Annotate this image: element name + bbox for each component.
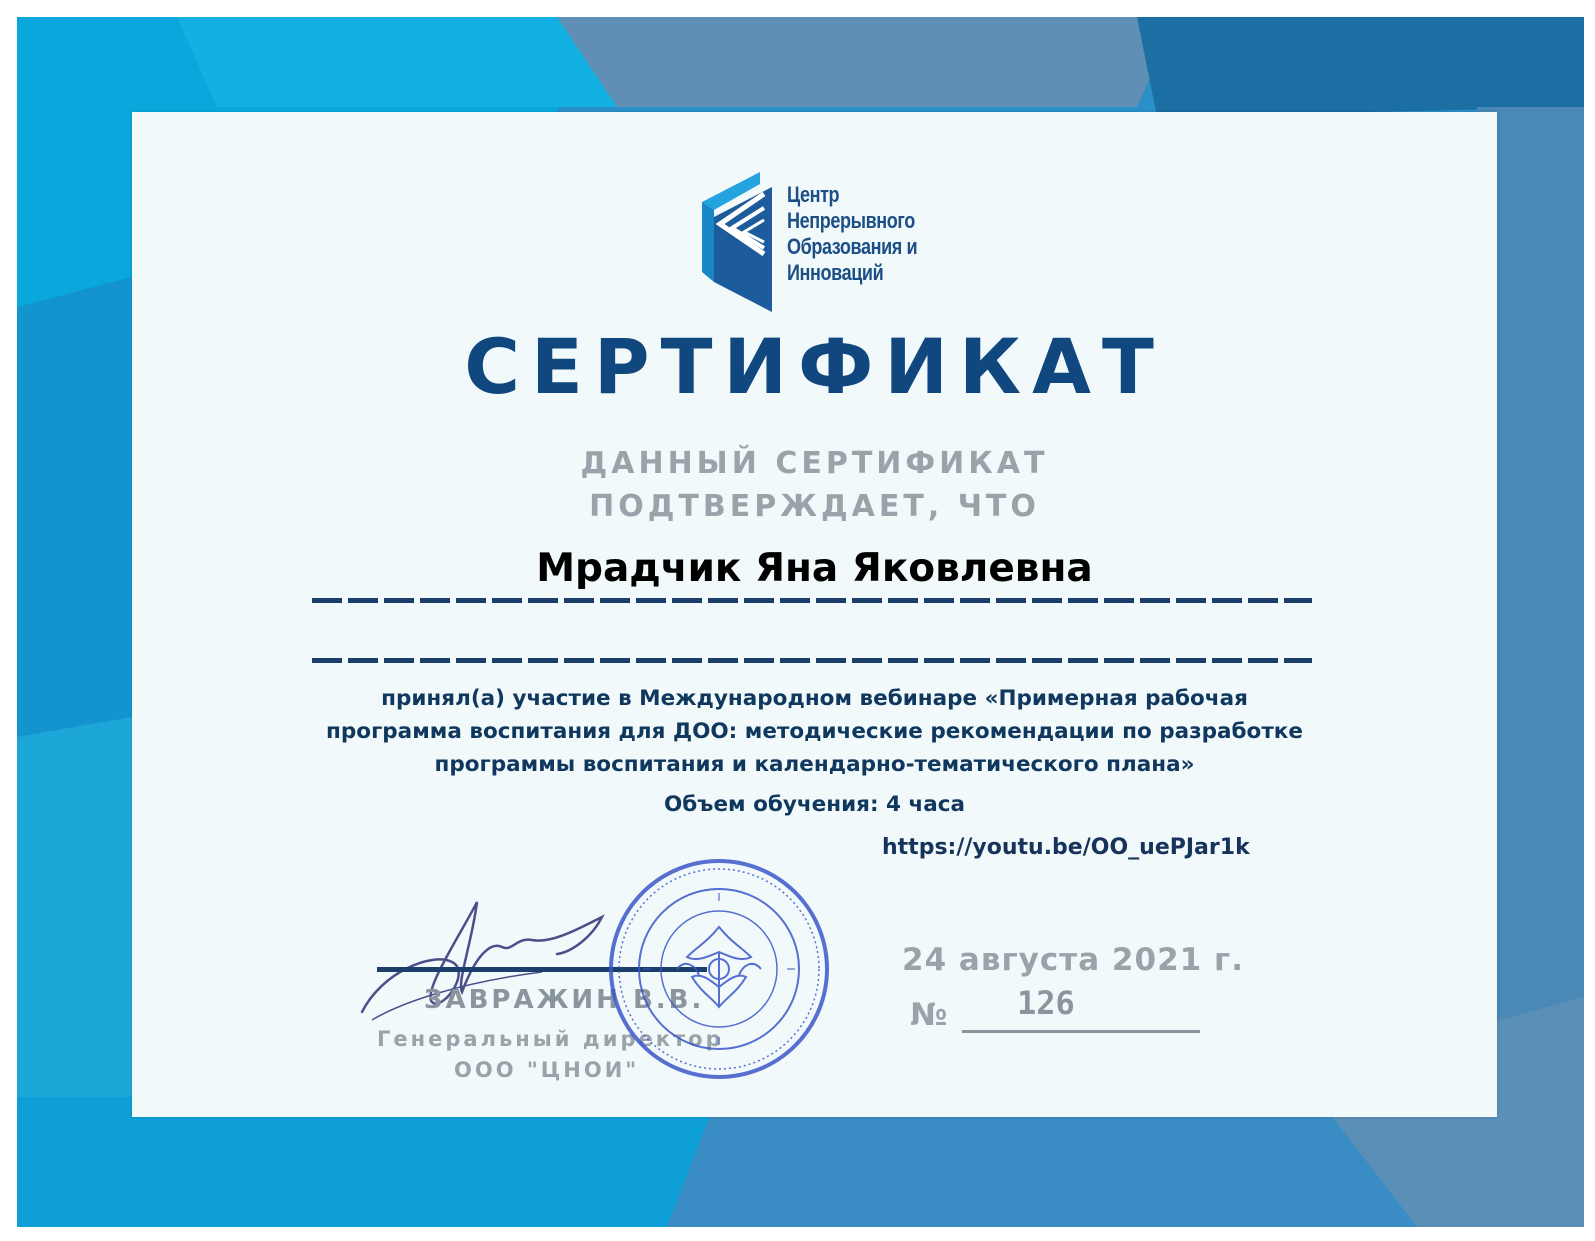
training-volume: Объем обучения: 4 часа	[664, 792, 965, 817]
signer-name: ЗАВРАЖИН В.В.	[424, 985, 705, 1015]
logo-line: Образования и	[787, 234, 918, 259]
certificate-subtitle	[132, 442, 1497, 528]
org-logo-icon	[702, 172, 782, 312]
certificate-number-label: №	[910, 997, 948, 1033]
subtitle-line: ПОДТВЕРЖДАЕТ, ЧТО	[589, 489, 1040, 524]
certificate-card	[132, 112, 1497, 1117]
subtitle-line: ДАННЫЙ СЕРТИФИКАТ	[580, 446, 1049, 481]
body-line: программы воспитания и календарно-тематического плана»	[434, 752, 1195, 777]
logo-line: Непрерывного	[787, 208, 915, 233]
logo-line: Инноваций	[787, 260, 884, 285]
name-underline-1	[312, 598, 1312, 603]
body-line: программа воспитания для ДОО: методические рекомендации по разработке	[326, 719, 1303, 744]
org-logo-text	[787, 182, 984, 286]
certificate-frame	[17, 17, 1584, 1227]
signer-role: Генеральный директор	[377, 1027, 724, 1051]
certificate-number: 126	[1017, 984, 1075, 1022]
participation-text	[282, 682, 1347, 781]
body-line: принял(а) участие в Международном вебинаре «Примерная рабочая	[381, 686, 1248, 711]
recipient-name: Мрадчик Яна Яковлевна	[536, 546, 1093, 591]
webinar-link[interactable]: https://youtu.be/OO_uePJar1k	[882, 835, 1250, 860]
name-underline-2	[312, 658, 1312, 663]
logo-line: Центр	[787, 182, 840, 207]
official-seal-icon	[607, 857, 831, 1081]
issue-date: 24 августа 2021 г.	[902, 942, 1244, 978]
signer-org: ООО "ЦНОИ"	[454, 1058, 640, 1082]
certificate-number-line	[962, 1030, 1200, 1033]
certificate-title: СЕРТИФИКАТ	[464, 322, 1165, 411]
